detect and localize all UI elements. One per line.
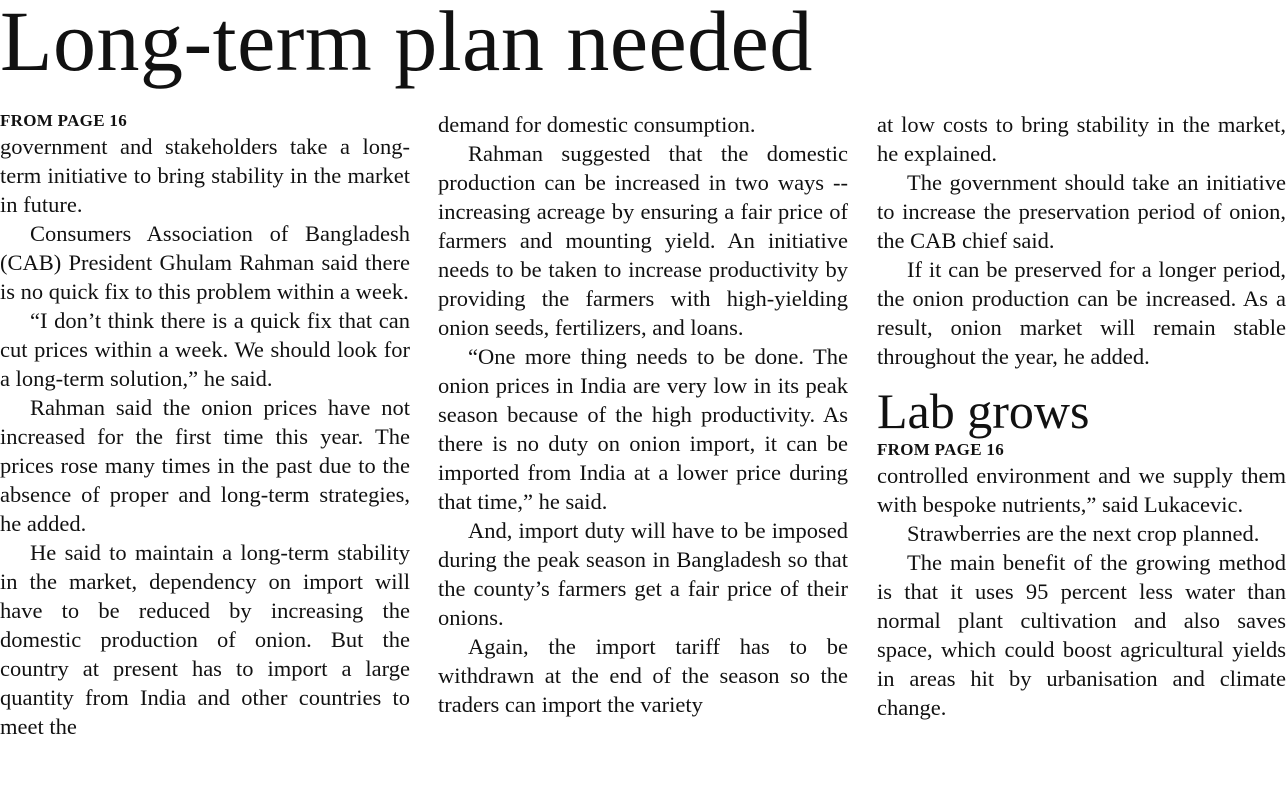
paragraph: demand for domestic consumption. bbox=[438, 112, 756, 137]
paragraph: “One more thing needs to be done. The onion prices in India are very low in its peak season because of the high productivity. As there is no duty on onion import, it can be imported from India at a lower price during that time,” he said. bbox=[438, 344, 848, 514]
article-column-1 bbox=[0, 110, 410, 741]
paragraph: government and stakeholders take a long-term initiative to bring stability in the market in future. bbox=[0, 134, 410, 217]
article-headline: Long-term plan needed bbox=[0, 0, 813, 89]
paragraph: controlled environment and we supply them with bespoke nutrients,” said Lukacevic. bbox=[877, 463, 1286, 517]
continuation-label: FROM PAGE 16 bbox=[0, 111, 127, 130]
paragraph: The government should take an initiative to increase the preservation period of onion, the CAB chief said. bbox=[877, 170, 1286, 253]
article-column-2 bbox=[438, 110, 848, 719]
paragraph: The main benefit of the growing method is that it uses 95 percent less water than normal plant cultivation and also saves space, which could boost agricultural yields in areas hit by urbanisation and climate change. bbox=[877, 550, 1286, 720]
paragraph: at low costs to bring stability in the market, he explained. bbox=[877, 112, 1286, 166]
paragraph: And, import duty will have to be imposed during the peak season in Bangladesh so that the county’s farmers get a fair price of their onions. bbox=[438, 518, 848, 630]
paragraph: Strawberries are the next crop planned. bbox=[907, 521, 1260, 546]
paragraph: Rahman said the onion prices have not increased for the first time this year. The prices rose many times in the past due to the absence of proper and long-term strategies, he added. bbox=[0, 395, 410, 536]
paragraph: If it can be preserved for a longer period, the onion production can be increased. As a result, onion market will remain stable throughout the year, he added. bbox=[877, 257, 1286, 369]
paragraph: Consumers Association of Bangladesh (CAB) President Ghulam Rahman said there is no quick fix to this problem within a week. bbox=[0, 221, 410, 304]
paragraph: He said to maintain a long-term stability in the market, dependency on import will have to be reduced by increasing the domestic production of onion. But the country at present has to import a large quantity from India and other countries to meet the bbox=[0, 540, 410, 739]
article-column-3 bbox=[877, 110, 1286, 722]
paragraph: Rahman suggested that the domestic production can be increased in two ways -- increasing acreage by ensuring a fair price of farmers and mounting yield. An initiative needs to be taken to increase productivity by providing the farmers with high-yielding onion seeds, fertilizers, and loans. bbox=[438, 141, 848, 340]
paragraph: “I don’t think there is a quick fix that can cut prices within a week. We should look for a long-term solution,” he said. bbox=[0, 308, 410, 391]
paragraph: Again, the import tariff has to be withdrawn at the end of the season so the traders can import the variety bbox=[438, 634, 848, 717]
continuation-label: FROM PAGE 16 bbox=[877, 440, 1004, 459]
second-article-headline: Lab grows bbox=[877, 383, 1090, 439]
